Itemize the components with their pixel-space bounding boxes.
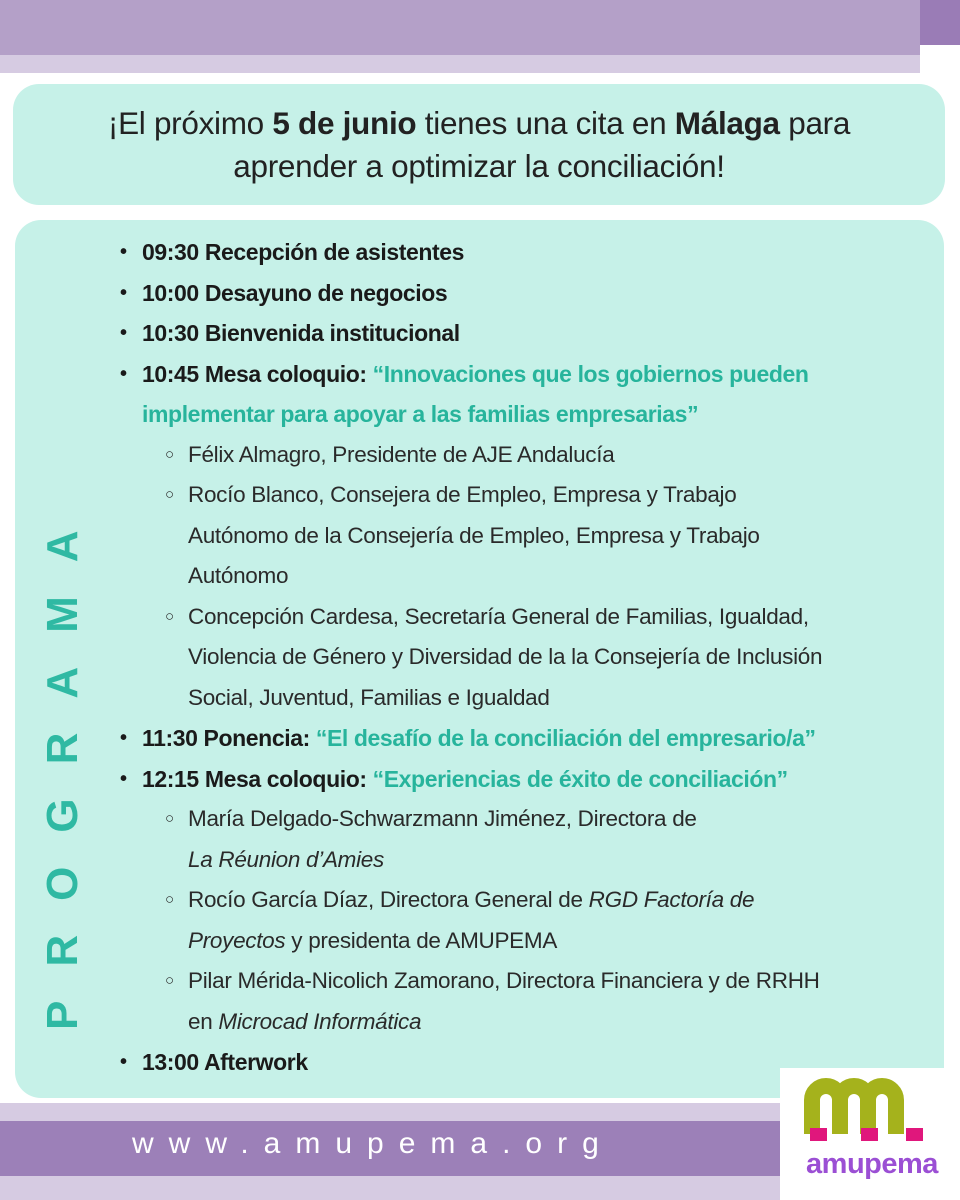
top-lilac-band bbox=[0, 55, 920, 73]
speaker-item: ○ Rocío García Díaz, Directora General de RGD Factoría de Proyectos y presidenta de AMUPEMA bbox=[165, 887, 755, 953]
speaker-item: ○ María Delgado-Schwarzmann Jiménez, Directora de La Réunion d’Amies bbox=[165, 806, 697, 872]
session-title-cont: implementar para apoyar a las familias empresarias” bbox=[142, 401, 699, 427]
list-item: • 09:30 Recepción de asistentes bbox=[120, 239, 465, 265]
website-link[interactable]: www.amupema.org bbox=[132, 1127, 614, 1160]
list-item: • 13:00 Afterwork bbox=[120, 1049, 308, 1075]
speaker-item: ○ Concepción Cardesa, Secretaría General de Familias, Igualdad, Violencia de Género y Diversidad de la la Consejería de Inclusión Social, Juventud, Familias e Igualdad bbox=[165, 603, 823, 710]
speaker-item: ○ Pilar Mérida-Nicolich Zamorano, Directora Financiera y de RRHH en Microcad Informática bbox=[165, 968, 820, 1034]
event-date: 5 de junio bbox=[272, 104, 417, 141]
list-item: • 10:30 Bienvenida institucional bbox=[120, 320, 460, 346]
speaker-item: ○ Félix Almagro, Presidente de AJE Andalucía bbox=[165, 441, 615, 467]
session-title: “Experiencias de éxito de conciliación” bbox=[372, 765, 788, 792]
speaker-item: ○ Rocío Blanco, Consejera de Empleo, Empresa y Trabajo Autónomo de la Consejería de Empleo, Empresa y Trabajo Autónomo bbox=[165, 482, 760, 588]
headline-card bbox=[13, 84, 945, 205]
event-city: Málaga bbox=[674, 104, 780, 141]
top-purple-band bbox=[0, 0, 920, 55]
program-side-title: PROGRAMA bbox=[38, 496, 87, 1030]
session-title: “El desafío de la conciliación del empresario/a” bbox=[315, 725, 816, 751]
list-item: • 10:45 Mesa coloquio: “Innovaciones que los gobiernos pueden implementar para apoyar a las familias empresarias” bbox=[120, 360, 809, 427]
program-list bbox=[120, 232, 950, 1083]
headline: ¡El próximo 5 de junio tienes una cita en Málaga para aprender a optimizar la conciliación! bbox=[107, 104, 851, 184]
list-item: • 10:00 Desayuno de negocios bbox=[120, 279, 448, 306]
top-corner-accent bbox=[920, 0, 960, 45]
list-item: • 12:15 Mesa coloquio: “Experiencias de éxito de conciliación” bbox=[120, 765, 788, 792]
amupema-logo-mark bbox=[790, 1072, 940, 1148]
session-title: “Innovaciones que los gobiernos pueden bbox=[372, 360, 809, 387]
logo-wordmark: amupema bbox=[806, 1148, 938, 1180]
list-item: • 11:30 Ponencia: “El desafío de la conciliación del empresario/a” bbox=[120, 725, 816, 751]
